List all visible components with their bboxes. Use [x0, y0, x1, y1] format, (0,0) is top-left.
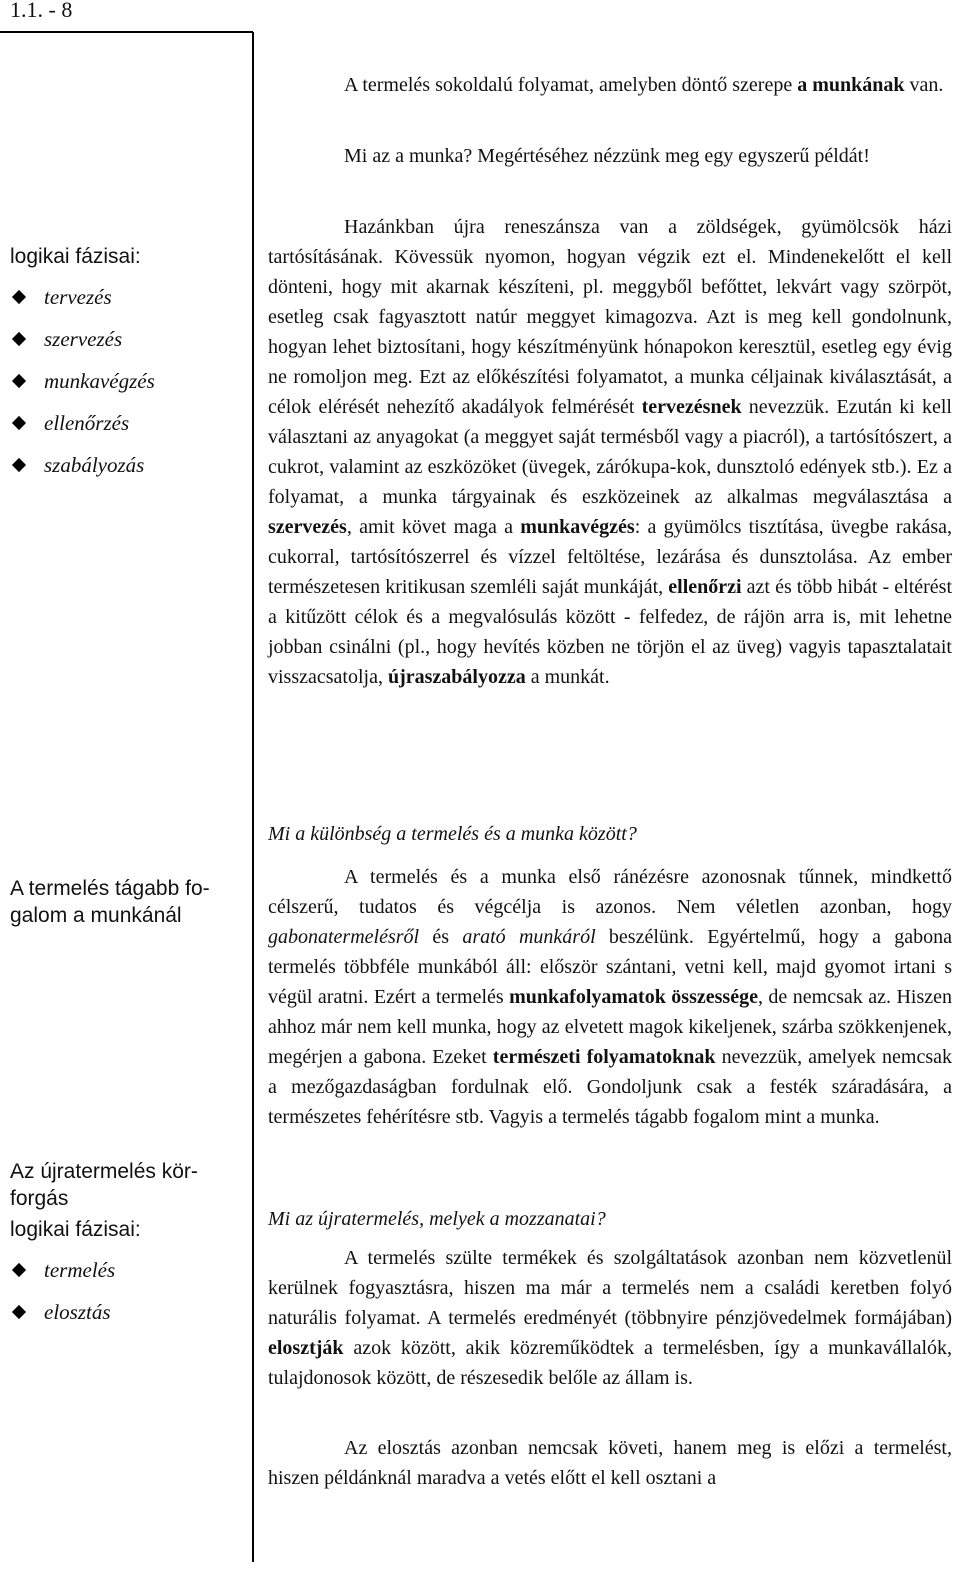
main-text-closing — [268, 1433, 952, 1493]
margin-divider — [252, 32, 254, 1562]
main-question-1 — [268, 819, 952, 849]
diamond-bullet-icon — [12, 290, 26, 304]
list-item: tervezés — [10, 276, 248, 318]
diamond-bullet-icon — [12, 458, 26, 472]
list-item: ellenőrzés — [10, 402, 248, 444]
paragraph-distribution: A termelés szülte termékek és szolgáltatások azonban nem közvetlenül kerülnek fogyasztásra, hiszen ma már a termelés nem a családi keretben folyó naturális folyamat. A termelés eredményét (többnyire pénzjövedelmek formájában) elosztják azok között, akik közreműködtek a termelésben, így a munkavállalók, tulajdonosok között, de részesedik belőle az állam is. — [268, 1247, 952, 1389]
sidebar-heading: logikai fázisai: — [10, 245, 141, 268]
header-rule — [0, 31, 253, 33]
sidebar-subheading: logikai fázisai: — [10, 1218, 141, 1241]
main-text-body — [268, 212, 952, 692]
sidebar-reproduction-block — [10, 1158, 248, 1333]
list-item: elosztás — [10, 1291, 248, 1333]
phase-list — [10, 1249, 248, 1333]
question-heading: Mi az újratermelés, melyek a mozzanatai? — [268, 1208, 606, 1230]
phase-list — [10, 276, 248, 486]
page-number: 1.1. - 8 — [10, 0, 73, 22]
main-text-production — [268, 862, 952, 1132]
paragraph-example: Hazánkban újra reneszánsza van a zöldségek, gyümölcsök házi tartósításának. Kövessük nyomon, hogyan végzik ezt el. Mindenekelőtt el kell dönteni, hogy mit akarnak készíteni, pl. meggyből befőttet, lekvárt vagy szörpöt, esetleg csak fagyasztott natúr meggyet kimagozva. Azt is meg kell gondolnunk, hogyan lehet biztosítani, hogy készítményünk hónapokon keresztül, esetleg egy évig ne romoljon meg. Ezt az előkészítési folyamatot, a munka céljainak kiválasztását, a célok elérését nehezítő akadályok felmérését tervezésnek nevezzük. Ezután ki kell választani az anyagokat (a meggyet saját termésből vagy a piacról), a tartósítószert, a cukrot, valamint az eszközöket (üvegek, zárókupa-kok, dunsztoló edények stb.). Ez a folyamat, a munka tárgyainak és eszközeinek az alkalmas megválasztása a szervezés, amit követ maga a munkavégzés: a gyümölcs tisztítása, üvegbe rakása, cukorral, tartósítószerrel és vízzel feltöltése, lezárása és dunsztolása. Az ember természetesen kritikusan szemléli saját munkáját, ellenőrzi azt és több hibát - eltérést a kitűzött célok és a megvalósulás között - felfedez, de rájön arra is, mit lehetne jobban csinálni (pl., hogy hevítés közben ne törjön el az üveg) vagyis tapasztalatait visszacsatolja, újraszabályozza a munkát. — [268, 216, 953, 688]
diamond-bullet-icon — [12, 374, 26, 388]
question-heading: Mi a különbség a termelés és a munka között? — [268, 823, 637, 845]
list-item: termelés — [10, 1249, 248, 1291]
sidebar-heading: A termelés tágabb fo- galom a munkánál — [10, 877, 210, 927]
paragraph-closing: Az elosztás azonban nemcsak követi, hanem meg is előzi a termelést, hiszen példánknál maradva a vetés előtt el kell osztani a — [268, 1437, 952, 1489]
main-text-question — [268, 141, 952, 171]
paragraph-question: Mi az a munka? Megértéséhez nézzünk meg egy egyszerű példát! — [344, 145, 870, 167]
list-item: szervezés — [10, 318, 248, 360]
main-text-top — [268, 70, 952, 100]
main-question-2 — [268, 1204, 952, 1234]
paragraph-intro: A termelés sokoldalú folyamat, amelyben döntő szerepe a munkának van. — [344, 74, 944, 96]
main-text-distribution — [268, 1243, 952, 1393]
sidebar-phases-block — [10, 243, 248, 486]
diamond-bullet-icon — [12, 416, 26, 430]
sidebar-heading: Az újratermelés kör- forgás — [10, 1160, 198, 1210]
paragraph-production: A termelés és a munka első ránézésre azonosnak tűnnek, mindkettő célszerű, tudatos és végcélja is azonos. Nem véletlen azonban, hogy gabonatermelésről és arató munkáról beszélünk. Egyértelmű, hogy a gabona termelés többféle munkából áll: először szántani, vetni kell, majd gyomot irtani s végül aratni. Ezért a termelés munkafolyamatok összessége, de nemcsak az. Hiszen ahhoz már nem kell munka, hogy az elvetett magok kikeljenek, szárba szökkenjenek, megérjen a gabona. Ezeket természeti folyamatoknak nevezzük, amelyek nemcsak a mezőgazdaságban fordulnak elő. Gondoljunk csak a festék száradására, a természetes fehérítésre stb. Vagyis a termelés tágabb fogalom mint a munka. — [268, 866, 952, 1128]
diamond-bullet-icon — [12, 332, 26, 346]
list-item: munkavégzés — [10, 360, 248, 402]
diamond-bullet-icon — [12, 1263, 26, 1277]
diamond-bullet-icon — [12, 1305, 26, 1319]
list-item: szabályozás — [10, 444, 248, 486]
sidebar-production-note — [10, 875, 248, 929]
